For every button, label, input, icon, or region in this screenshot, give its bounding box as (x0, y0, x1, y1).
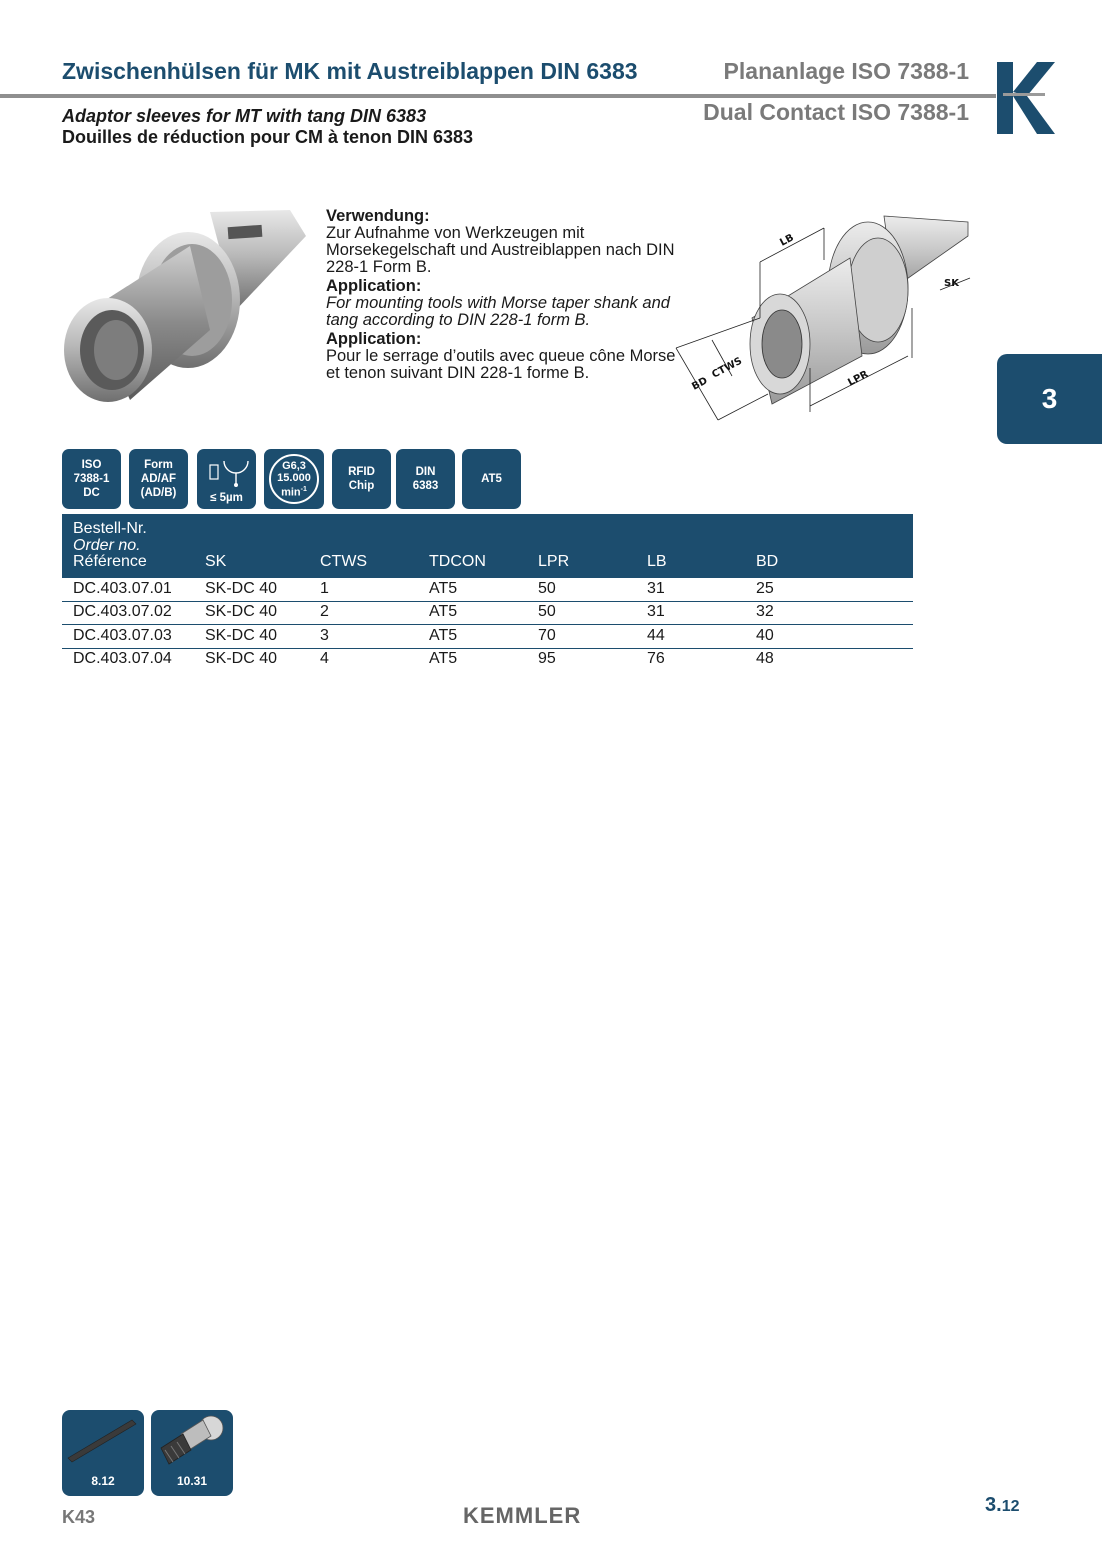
col-sk: SK (205, 553, 227, 570)
brand-name: KEMMLER (463, 1503, 582, 1528)
runout-badge: ≤ 5µm (197, 449, 256, 509)
form-ad-af-badge: Form AD/AF (AD/B) (129, 449, 188, 509)
table-row: DC.403.07.02 SK-DC 40 2 AT5 50 31 32 (62, 601, 913, 625)
table-row: DC.403.07.03 SK-DC 40 3 AT5 70 44 40 (62, 625, 913, 649)
drift-key-icon (62, 1410, 144, 1472)
header-divider (0, 94, 996, 98)
rfid-chip-badge: RFID Chip (332, 449, 391, 509)
page-title: Zwischenhülsen für MK mit Austreiblappen DIN 6383 (62, 58, 638, 84)
rotation-icon: G6,3 15.000 $\min^{-1}$ (269, 454, 319, 504)
label-sk: SK (944, 278, 959, 289)
table-header (62, 514, 913, 578)
desc-heading-de: Verwendung: (326, 207, 430, 225)
desc-heading-fr: Application: (326, 330, 422, 348)
accessory-pull-stud-link[interactable] (151, 1410, 233, 1496)
adaptor-sleeve-image (60, 200, 310, 405)
standard-title-en: Dual Contact ISO 7388-1 (703, 99, 969, 125)
col-lb: LB (647, 553, 667, 570)
col-order-fr: Référence (73, 553, 147, 570)
page-number: 3.12 (985, 1494, 1020, 1516)
label-lpr: LPR (846, 368, 871, 389)
col-order-de: Bestell-Nr. (73, 520, 147, 537)
label-bd: BD (690, 375, 710, 393)
col-order-en: Order no. (73, 537, 141, 554)
col-ctws: CTWS (320, 553, 368, 570)
at5-badge: AT5 (462, 449, 521, 509)
standard-title-de: Plananlage ISO 7388-1 (723, 58, 969, 84)
accessory-drift-key-link[interactable] (62, 1410, 144, 1496)
chapter-tab[interactable]: 3 (997, 354, 1102, 444)
kemmler-logo-icon (997, 62, 1057, 134)
pull-stud-icon (151, 1410, 233, 1474)
table-row: DC.403.07.04 SK-DC 40 4 AT5 95 76 48 (73, 650, 774, 667)
label-ctws: CTWS (710, 355, 745, 381)
dial-gauge-icon (202, 459, 252, 489)
accessory-label: 8.12 (91, 1474, 115, 1488)
accessory-label: 10.31 (176, 1474, 208, 1488)
din-6383-badge: DIN 6383 (396, 449, 455, 509)
col-lpr: LPR (538, 553, 570, 570)
table-row: DC.403.07.01 SK-DC 40 1 AT5 50 31 25 (62, 578, 913, 602)
page-subtitle-en: Adaptor sleeves for MT with tang DIN 6383 (62, 106, 427, 126)
dimension-diagram (672, 208, 984, 430)
col-tdcon: TDCON (429, 553, 486, 570)
page-subtitle-fr: Douilles de réduction pour CM à tenon DIN 6383 (62, 127, 474, 147)
col-bd: BD (756, 553, 779, 570)
iso-7388-dc-badge: ISO 7388-1 DC (62, 449, 121, 509)
desc-heading-en: Application: (326, 277, 422, 295)
balance-badge (264, 449, 324, 509)
catalog-code: K43 (62, 1507, 96, 1527)
label-lb: LB (778, 232, 796, 249)
desc-text-fr: Pour le serrage d’outils avec queue cône Morse et tenon suivant DIN 228-1 forme B. (326, 347, 676, 382)
desc-text-en: For mounting tools with Morse taper shank and tang according to DIN 228-1 form B. (326, 294, 670, 329)
application-description (326, 208, 686, 384)
desc-text-de: Zur Aufnahme von Werkzeugen mit Morsekegelschaft und Austreiblappen nach DIN 228-1 Form B. (326, 224, 675, 276)
